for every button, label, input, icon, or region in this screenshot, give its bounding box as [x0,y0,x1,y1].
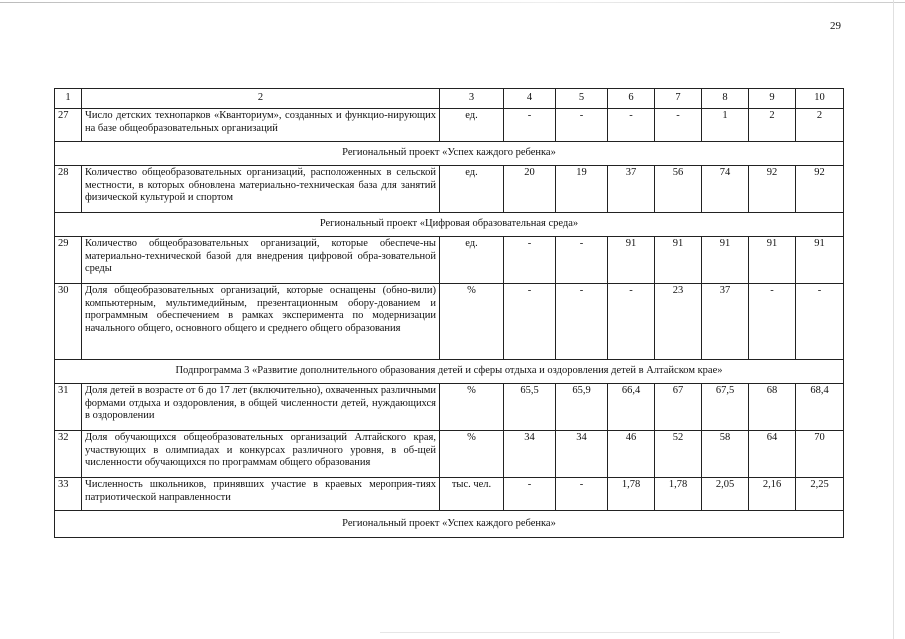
header-cell: 10 [796,89,844,109]
value-cell: 91 [608,237,655,284]
value-cell: 37 [702,284,749,360]
row-number: 33 [55,478,82,511]
value-cell: - [556,109,608,142]
row-number: 29 [55,237,82,284]
header-cell: 3 [440,89,504,109]
table-row [55,166,844,213]
section-row [55,142,844,166]
indicator-name: Численность школьников, принявших участие в краевых мероприя-тиях патриотической направленности [82,478,440,511]
value-cell: - [608,109,655,142]
value-cell: 1,78 [655,478,702,511]
value-cell: 92 [796,166,844,213]
value-cell: 20 [504,166,556,213]
value-cell: 91 [796,237,844,284]
value-cell: 67,5 [702,384,749,431]
value-cell: 1 [702,109,749,142]
value-cell: - [504,478,556,511]
unit-cell: % [440,284,504,360]
value-cell: 68 [749,384,796,431]
value-cell: 46 [608,431,655,478]
value-cell: 70 [796,431,844,478]
header-cell: 9 [749,89,796,109]
value-cell: 19 [556,166,608,213]
table-body [55,89,844,538]
row-number: 32 [55,431,82,478]
indicator-name: Доля обучающихся общеобразовательных организаций Алтайского края, участвующих в олимпиадах и конкурсах различного уровня, в об-щей численности обучающихся по программам общего образования [82,431,440,478]
value-cell: 34 [504,431,556,478]
value-cell: - [749,284,796,360]
page-number: 29 [830,20,841,32]
indicator-name: Количество общеобразовательных организаций, расположенных в сельской местности, в которых обновлена материально-техническая база для занятий физической культурой и спортом [82,166,440,213]
value-cell: - [556,237,608,284]
section-title: Подпрограмма 3 «Развитие дополнительного образования детей и сферы отдыха и оздоровления детей в Алтайском крае» [55,360,844,384]
table-row [55,431,844,478]
unit-cell: ед. [440,166,504,213]
value-cell: 1,78 [608,478,655,511]
value-cell: 2,25 [796,478,844,511]
value-cell: - [504,284,556,360]
section-row [55,213,844,237]
value-cell: 2,05 [702,478,749,511]
section-row [55,360,844,384]
indicator-name: Число детских технопарков «Кванториум», созданных и функцио-нирующих на базе общеобразовательных организаций [82,109,440,142]
value-cell: 91 [655,237,702,284]
unit-cell: ед. [440,237,504,284]
value-cell: 64 [749,431,796,478]
value-cell: 34 [556,431,608,478]
value-cell: 67 [655,384,702,431]
indicators-table [54,88,844,538]
table-row [55,284,844,360]
table-row [55,478,844,511]
value-cell: - [556,478,608,511]
value-cell: 91 [702,237,749,284]
value-cell: 58 [702,431,749,478]
value-cell: 2,16 [749,478,796,511]
value-cell: - [608,284,655,360]
indicator-name: Количество общеобразовательных организаций, которые обеспече-ны материально-технической базой для внедрения цифровой обра-зовательной среды [82,237,440,284]
unit-cell: % [440,384,504,431]
row-number: 31 [55,384,82,431]
header-cell: 8 [702,89,749,109]
section-row [55,511,844,538]
table-row [55,237,844,284]
scan-edge-bottom [380,632,780,633]
header-cell: 1 [55,89,82,109]
value-cell: 65,9 [556,384,608,431]
header-row [55,89,844,109]
header-cell: 5 [556,89,608,109]
unit-cell: % [440,431,504,478]
value-cell: 66,4 [608,384,655,431]
value-cell: 52 [655,431,702,478]
value-cell: - [504,237,556,284]
value-cell: 65,5 [504,384,556,431]
indicator-name: Доля детей в возрасте от 6 до 17 лет (включительно), охваченных различными формами отдыха и оздоровления, в общей численности детей, нуждающихся в оздоровлении [82,384,440,431]
value-cell: - [556,284,608,360]
table-row [55,384,844,431]
value-cell: 23 [655,284,702,360]
value-cell: - [504,109,556,142]
header-cell: 2 [82,89,440,109]
header-cell: 6 [608,89,655,109]
scan-edge-right [893,0,894,639]
value-cell: - [796,284,844,360]
section-title: Региональный проект «Успех каждого ребенка» [55,511,844,538]
value-cell: - [655,109,702,142]
unit-cell: тыс. чел. [440,478,504,511]
value-cell: 92 [749,166,796,213]
section-title: Региональный проект «Цифровая образовательная среда» [55,213,844,237]
table-row [55,109,844,142]
value-cell: 91 [749,237,796,284]
row-number: 30 [55,284,82,360]
header-cell: 4 [504,89,556,109]
value-cell: 2 [749,109,796,142]
row-number: 27 [55,109,82,142]
value-cell: 2 [796,109,844,142]
row-number: 28 [55,166,82,213]
scan-edge-top [0,2,905,3]
value-cell: 37 [608,166,655,213]
value-cell: 68,4 [796,384,844,431]
indicator-name: Доля общеобразовательных организаций, которые оснащены (обно-вили) компьютерным, мультимедийным, презентационным обору-дованием и программным обеспечением в рамках эксперимента по модернизации начального общего, основного общего и среднего общего образования [82,284,440,360]
unit-cell: ед. [440,109,504,142]
value-cell: 56 [655,166,702,213]
section-title: Региональный проект «Успех каждого ребенка» [55,142,844,166]
value-cell: 74 [702,166,749,213]
header-cell: 7 [655,89,702,109]
